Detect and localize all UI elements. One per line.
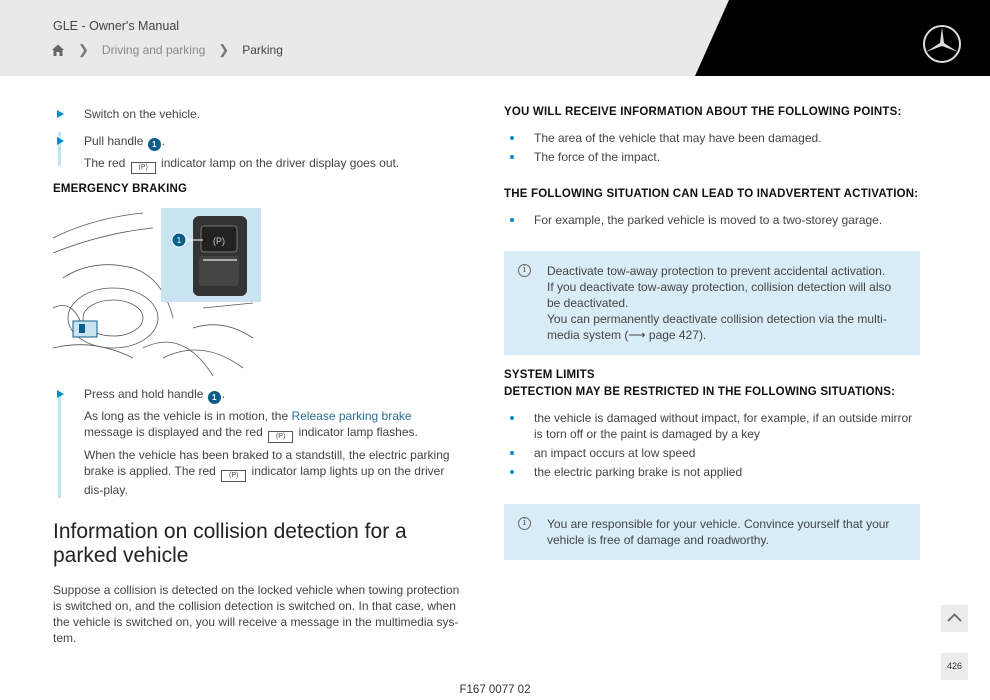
- result-text: indicator lamp flashes.: [298, 425, 418, 439]
- step-text: Switch on the vehicle.: [84, 107, 201, 121]
- result-text: indicator lamp lights up on the driver dis-play.: [84, 464, 445, 497]
- release-parking-brake-link[interactable]: Release parking brake: [291, 409, 412, 423]
- manual-title: GLE - Owner's Manual: [53, 19, 180, 33]
- step-pull-handle: [53, 133, 463, 151]
- callout-1-icon: 1: [208, 391, 221, 404]
- parking-brake-lamp-icon: (P): [268, 431, 293, 443]
- collision-detection-heading: Information on collision detection for a parked vehicle: [53, 520, 407, 567]
- left-column: [53, 100, 463, 646]
- note-text: Deactivate tow-away protection to prevent accidental activation.: [547, 264, 886, 278]
- result-text: The red: [84, 156, 126, 170]
- step-arrow-icon: [57, 390, 64, 398]
- list-item: The area of the vehicle that may have been damaged.: [504, 130, 920, 146]
- note-text: If you deactivate tow-away protection, collision detection will also be deactivated.: [547, 280, 892, 310]
- step-text: Pull handle: [84, 134, 144, 148]
- svg-text:1: 1: [176, 236, 182, 245]
- parking-brake-lamp-icon: (P): [221, 470, 246, 482]
- collision-detection-paragraph: Suppose a collision is detected on the locked vehicle when towing protection is switched on, and the collision detection is switched on. In that case, when the vehicle is switched on, you will receive a message in the multimedia sys-tem.: [53, 583, 460, 645]
- breadcrumb: [51, 42, 283, 58]
- note-text: You can permanently deactivate collision detection via the multi-media system (⟶ page 427).: [547, 312, 887, 342]
- info-icon: i: [518, 264, 531, 277]
- svg-text:(P): (P): [213, 236, 225, 246]
- home-icon[interactable]: [51, 43, 65, 57]
- emergency-braking-title: EMERGENCY BRAKING: [53, 183, 188, 195]
- list-item: For example, the parked vehicle is moved to a two-storey garage.: [504, 212, 920, 228]
- page-number-button[interactable]: 426: [941, 653, 968, 680]
- info-points-title: YOU WILL RECEIVE INFORMATION ABOUT THE FOLLOWING POINTS:: [504, 106, 902, 118]
- chevron-right-icon: ❯: [218, 42, 230, 57]
- step-press-hold: [53, 386, 463, 404]
- note-text: You are responsible for your vehicle. Convince yourself that your vehicle is free of damage and roadworthy.: [547, 517, 890, 547]
- parking-brake-lamp-icon: (P): [131, 162, 156, 174]
- system-limits-title: SYSTEM LIMITS: [504, 369, 595, 381]
- info-note-deactivate: [504, 251, 920, 355]
- info-points-list: [504, 130, 920, 165]
- step-result: [53, 155, 463, 174]
- restricted-title: DETECTION MAY BE RESTRICTED IN THE FOLLOWING SITUATIONS:: [504, 386, 896, 398]
- breadcrumb-driving-and-parking[interactable]: Driving and parking: [101, 43, 206, 57]
- step-punct: .: [221, 387, 226, 401]
- step-result-motion: [53, 408, 463, 443]
- step-arrow-icon: [57, 137, 64, 145]
- chevron-up-icon: [941, 605, 968, 632]
- parking-brake-illustration: [53, 208, 261, 376]
- right-column: [504, 100, 920, 560]
- info-note-responsible: [504, 504, 920, 560]
- emergency-steps: [53, 386, 463, 498]
- mercedes-star-logo: [920, 22, 964, 66]
- list-item: The force of the impact.: [504, 149, 920, 165]
- step-punct: .: [161, 134, 166, 148]
- activation-list: [504, 212, 920, 228]
- step-result-standstill: [53, 447, 463, 498]
- chevron-right-icon: ❯: [78, 42, 89, 57]
- result-text: When the vehicle has been braked to a standstill, the electric parking brake is applied. The red: [84, 448, 450, 478]
- breadcrumb-parking: Parking: [242, 43, 283, 57]
- list-item: an impact occurs at low speed: [504, 445, 920, 461]
- result-text: As long as the vehicle is in motion, the: [84, 409, 289, 423]
- activation-title: THE FOLLOWING SITUATION CAN LEAD TO INADVERTENT ACTIVATION:: [504, 188, 919, 200]
- step-arrow-icon: [57, 110, 64, 118]
- list-item: the electric parking brake is not applied: [504, 464, 920, 480]
- result-text: indicator lamp on the driver display goes out.: [161, 156, 400, 170]
- callout-1-icon: 1: [148, 138, 161, 151]
- restricted-list: [504, 410, 920, 480]
- scroll-to-top-button[interactable]: [941, 605, 968, 632]
- step-text: Press and hold handle: [84, 387, 204, 401]
- result-text: message is displayed and the red: [84, 425, 263, 439]
- info-icon: i: [518, 517, 531, 530]
- step-switch-on: [53, 106, 463, 122]
- figure-code: F167 0077 02: [459, 684, 531, 696]
- list-item: the vehicle is damaged without impact, for example, if an outside mirror is torn off or the paint is damaged by a key: [504, 410, 920, 442]
